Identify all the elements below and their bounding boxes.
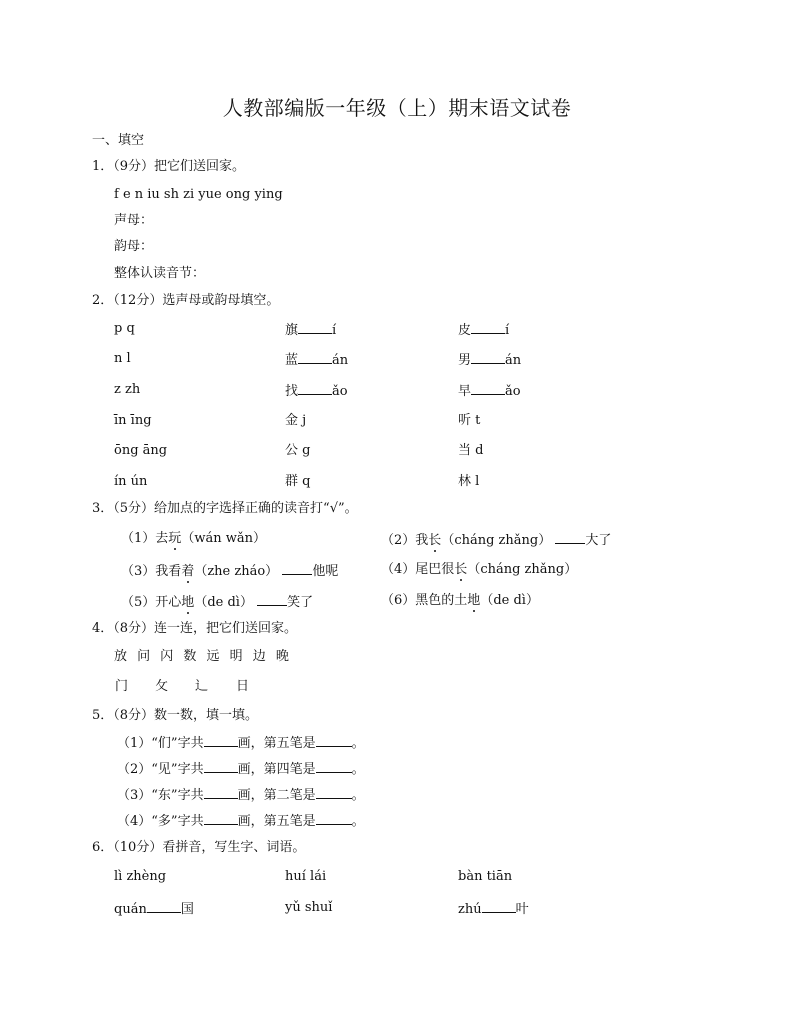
pinyin-word: lì zhèng [114,869,167,884]
answer-blank[interactable] [555,530,585,544]
question-5-item: （2）“见”字共 画，第四笔是 。 [117,759,365,779]
pinyin-word: yǔ shuǐ [285,900,333,915]
pinyin-word: bàn tiān [458,869,513,884]
answer-blank[interactable] [204,759,238,773]
question-3-heading: 3．（5分）给加点的字选择正确的读音打“√”。 [92,501,358,516]
question-4-radicals [0,678,794,696]
question-5-heading: 5．（8分）数一数，填一填。 [92,708,259,723]
radical: 日 [236,679,250,694]
question-3-row [0,561,794,579]
question-3-item: （5）开心地（de dì） 笑了 [121,592,313,612]
question-5-item: （3）“东”字共 画，第二笔是 。 [117,785,365,805]
answer-blank[interactable] [204,811,238,825]
question-3-item: （1）去玩（wán wǎn） [121,531,266,546]
radical: 攵 [155,679,169,694]
question-3-row [0,592,794,610]
question-2-row [0,350,794,368]
question-1-pinyin: f e n iu sh zi yue ong ying [114,187,283,202]
answer-blank[interactable] [298,381,332,395]
question-2-options: n l [114,351,131,366]
question-6-heading: 6．（10分）看拼音，写生字、词语。 [92,840,306,855]
answer-blank[interactable] [316,811,352,825]
question-1-zhengti-label: 整体认读音节： [114,266,206,281]
question-2-item: 旗 í [285,320,336,340]
section-heading: 一、填空 [92,133,145,148]
answer-blank[interactable] [471,350,505,364]
pinyin-word: quán 国 [114,899,194,919]
question-2-item: 当 d [458,443,484,458]
question-2-item: 蓝 án [285,350,348,370]
question-2-item: 金 j [285,413,307,428]
question-1-yunmu-label: 韵母： [114,239,154,254]
question-2-item: 早 ǎo [458,381,521,401]
question-2-heading: 2．（12分）选声母或韵母填空。 [92,293,280,308]
question-2-item: 找 ǎo [285,381,348,401]
question-3-item: （2）我长（cháng zhǎng） 大了 [381,530,611,550]
answer-blank[interactable] [298,350,332,364]
question-5-item: （4）“多”字共 画，第五笔是 。 [117,811,365,831]
radical: 辶 [195,679,209,694]
question-2-item: 公 g [285,443,311,458]
pinyin-word: zhú 叶 [458,899,529,919]
question-2-options: z zh [114,382,141,397]
answer-blank[interactable] [204,733,238,747]
question-2-row [0,442,794,460]
question-2-item: 群 q [285,474,311,489]
question-2-options: ín ún [114,474,148,489]
question-2-item: 皮 í [458,320,509,340]
question-2-row [0,320,794,338]
answer-blank[interactable] [282,561,312,575]
answer-blank[interactable] [471,381,505,395]
exam-title: 人教部编版一年级（上）期末语文试卷 [222,96,572,120]
answer-blank[interactable] [257,592,287,606]
pinyin-word: huí lái [285,869,327,884]
answer-blank[interactable] [316,759,352,773]
answer-blank[interactable] [482,899,516,913]
answer-blank[interactable] [298,320,332,334]
question-3-row [0,530,794,548]
radical: 门 [115,679,129,694]
answer-blank[interactable] [316,785,352,799]
question-3-item: （6）黑色的土地（de dì） [381,593,539,608]
question-2-row [0,412,794,430]
question-1-heading: 1．（9分）把它们送回家。 [92,159,246,174]
answer-blank[interactable] [204,785,238,799]
question-2-row [0,473,794,491]
question-6-row [0,868,794,886]
question-3-item: （3）我看着（zhe zháo） 他呢 [121,561,338,581]
question-2-item: 听 t [458,413,481,428]
answer-blank[interactable] [471,320,505,334]
question-5-item: （1）“们”字共 画，第五笔是 。 [117,733,365,753]
answer-blank[interactable] [147,899,181,913]
question-4-characters: 放 问 闪 数 远 明 边 晚 [114,649,292,664]
question-2-options: īn īng [114,413,152,428]
question-2-item: 林 l [458,474,480,489]
question-2-item: 男 án [458,350,521,370]
question-6-row [0,899,794,917]
question-2-options: ōng āng [114,443,168,458]
question-2-row [0,381,794,399]
question-2-options: p q [114,321,135,336]
question-1-shengmu-label: 声母： [114,213,154,228]
question-4-heading: 4．（8分）连一连，把它们送回家。 [92,621,298,636]
question-3-item: （4）尾巴很长（cháng zhǎng） [381,562,578,577]
answer-blank[interactable] [316,733,352,747]
